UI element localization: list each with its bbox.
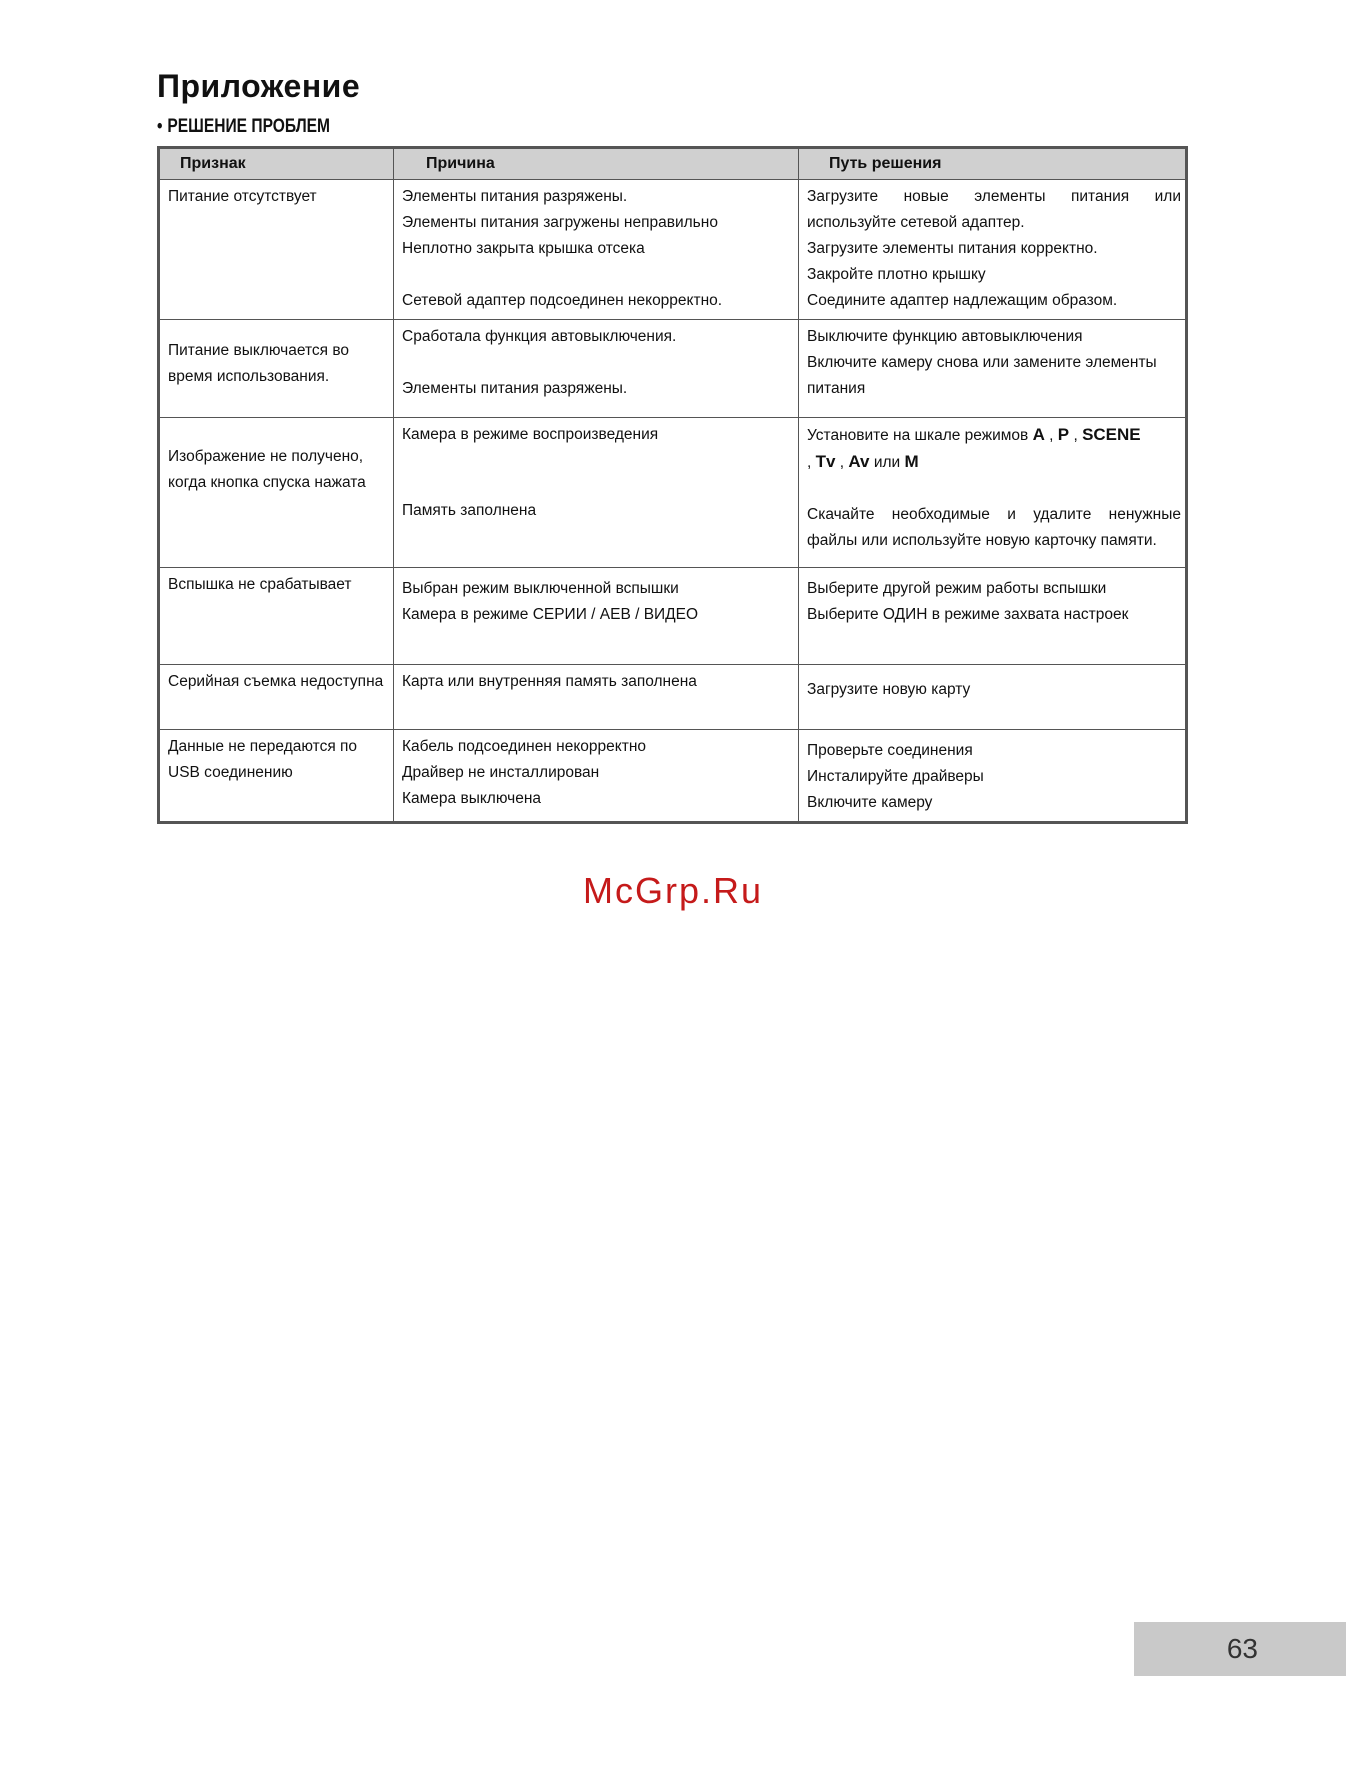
solution-cell [799, 418, 1187, 568]
solution-text: Загрузите новую карту [807, 681, 971, 698]
solution-text: Включите камеру [807, 794, 933, 811]
symptom-text: Данные не передаются по [168, 738, 358, 755]
solution-text: Инсталируйте драйверы [807, 768, 984, 785]
solution-text: Выберите ОДИН в режиме захвата настроек [807, 606, 1129, 623]
solution-text: файлы или используйте новую карточку памяти. [807, 532, 1157, 549]
cause-text: Драйвер не инсталлирован [402, 764, 600, 781]
mode-tv: Tv [815, 452, 836, 471]
solution-cell [799, 568, 1187, 665]
troubleshooting-table [157, 146, 1188, 824]
cause-text: Сработала функция автовыключения. [402, 328, 677, 345]
table-row [159, 665, 1187, 730]
symptom-text: Серийная съемка недоступна [168, 673, 384, 690]
solution-text: Закройте плотно крышку [807, 266, 986, 283]
symptom-cell [159, 180, 394, 320]
symptom-text: Вспышка не срабатывает [168, 576, 352, 593]
cause-text: Элементы питания загружены неправильно [402, 214, 718, 231]
page-number: 63 [1226, 1633, 1258, 1664]
table-row [159, 730, 1187, 823]
symptom-cell [159, 320, 394, 418]
solution-text: Выберите другой режим работы вспышки [807, 580, 1107, 597]
cause-text: Карта или внутренняя память заполнена [402, 673, 697, 690]
solution-text: Скачайте необходимые и удалите ненужные [807, 506, 1181, 523]
solution-text: Включите камеру снова или замените элементы [807, 354, 1157, 371]
watermark: McGrp.Ru [582, 870, 764, 911]
solution-text: питания [807, 380, 866, 397]
symptom-text: Питание выключается во [168, 342, 350, 359]
table-row [159, 568, 1187, 665]
symptom-cell [159, 418, 394, 568]
solution-text: Загрузите элементы питания корректно. [807, 240, 1098, 257]
cause-text: Камера выключена [402, 790, 542, 807]
symptom-cell [159, 665, 394, 730]
cause-cell [394, 320, 799, 418]
cause-text: Выбран режим выключенной вспышки [402, 580, 679, 597]
cause-cell [394, 730, 799, 823]
table-header-row [159, 148, 1187, 180]
cause-text: Элементы питания разряжены. [402, 380, 628, 397]
table-row [159, 418, 1187, 568]
header-solution: Путь решения [799, 148, 1187, 180]
symptom-text: время использования. [168, 368, 330, 385]
cause-text: Кабель подсоединен некорректно [402, 738, 647, 755]
section-title-text: РЕШЕНИЕ ПРОБЛЕМ [167, 116, 330, 137]
section-bullet: • [157, 116, 163, 137]
solution-mode-line: , Tv , Av или M [807, 452, 919, 471]
cause-cell [394, 665, 799, 730]
cause-cell [394, 568, 799, 665]
cause-text: Камера в режиме СЕРИИ / АЕВ / ВИДЕО [402, 606, 699, 623]
mode-scene: SCENE [1082, 425, 1141, 444]
page-title: Приложение [157, 68, 361, 104]
symptom-text: USB соединению [168, 764, 293, 781]
table-row [159, 320, 1187, 418]
mode-a: A [1032, 425, 1045, 444]
solution-text: Проверьте соединения [807, 742, 973, 759]
mode-or-word: или [873, 454, 901, 471]
solution-text: используйте сетевой адаптер. [807, 214, 1025, 231]
header-cause: Причина [394, 148, 799, 180]
symptom-cell [159, 568, 394, 665]
solution-text: Соедините адаптер надлежащим образом. [807, 292, 1118, 309]
symptom-cell [159, 730, 394, 823]
solution-text: Выключите функцию автовыключения [807, 328, 1083, 345]
solution-mode-line: Установите на шкале режимов A , P , SCENE [807, 425, 1141, 444]
mode-prefix: Установите на шкале режимов [807, 427, 1029, 444]
cause-text: Память заполнена [402, 502, 537, 519]
solution-text: Загрузите новые элементы питания или [807, 188, 1181, 205]
cause-text: Элементы питания разряжены. [402, 188, 628, 205]
cause-text: Неплотно закрыта крышка отсека [402, 240, 645, 257]
cause-cell [394, 418, 799, 568]
cause-text: Камера в режиме воспроизведения [402, 426, 659, 443]
table-row [159, 180, 1187, 320]
cause-cell [394, 180, 799, 320]
symptom-text: Питание отсутствует [168, 188, 317, 205]
mode-av: Av [848, 452, 870, 471]
solution-cell [799, 730, 1187, 823]
mode-m: M [904, 452, 919, 471]
mode-p: P [1057, 425, 1070, 444]
solution-cell [799, 320, 1187, 418]
solution-cell [799, 180, 1187, 320]
cause-text: Сетевой адаптер подсоединен некорректно. [402, 292, 723, 309]
section-title [157, 116, 330, 138]
symptom-text: Изображение не получено, [168, 448, 364, 465]
solution-cell [799, 665, 1187, 730]
symptom-text: когда кнопка спуска нажата [168, 474, 366, 491]
header-symptom: Признак [159, 148, 394, 180]
